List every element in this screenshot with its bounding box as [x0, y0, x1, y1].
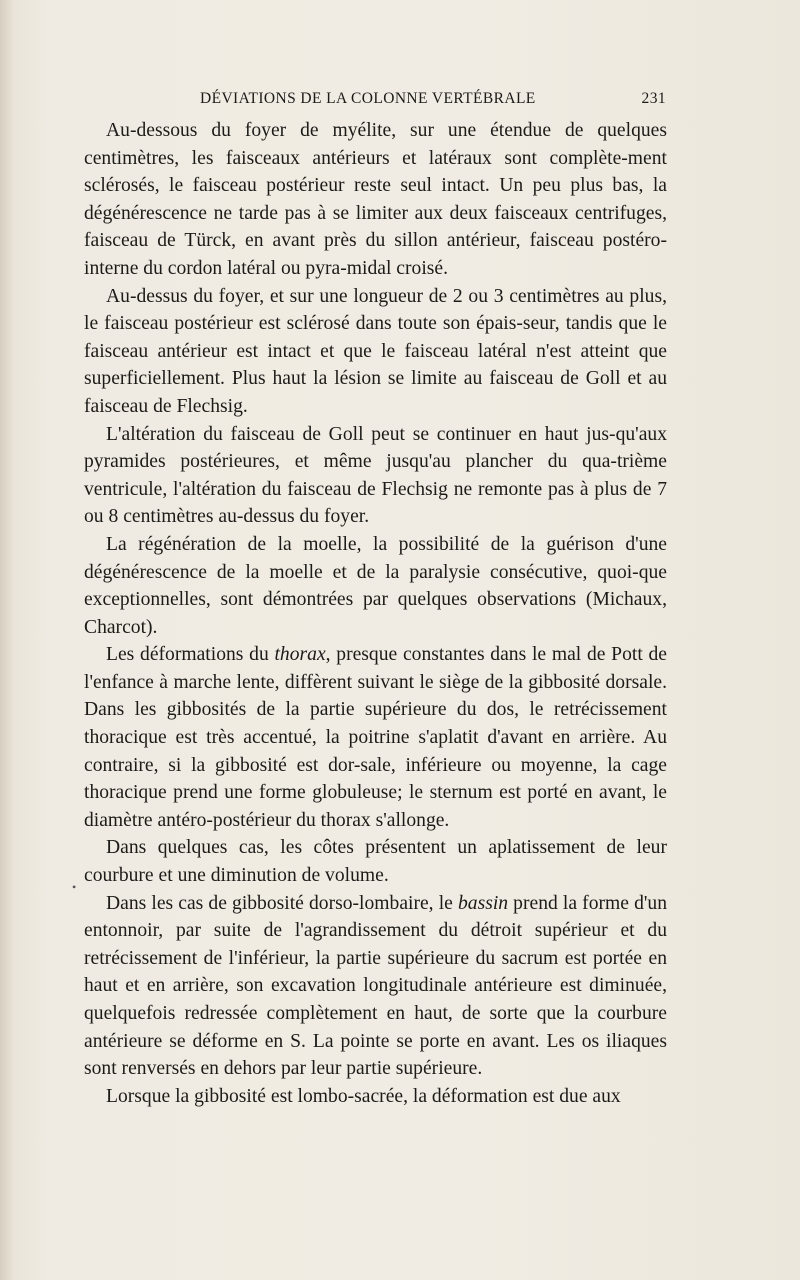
term-thorax: thorax	[274, 644, 326, 666]
paragraph-3: L'altération du faisceau de Goll peut se continuer en haut jus-qu'aux pyramides postérieures, et même jusqu'au plancher du qua-trième ventricule, l'altération du faisceau de Flechsig ne remonte pas à plus de 7 ou 8 centimètres au-dessus du foyer.	[84, 423, 667, 528]
paragraph-4: La régénération de la moelle, la possibilité de la guérison d'une dégénérescence de la moelle et de la paralysie consécutive, quoi-que exceptionnelles, sont démontrées par quelques observations (Michaux, Charcot).	[84, 533, 667, 638]
running-title: DÉVIATIONS DE LA COLONNE VERTÉBRALE	[200, 90, 536, 107]
paragraph-1: Au-dessous du foyer de myélite, sur une étendue de quelques centimètres, les faisceaux antérieurs et latéraux sont complète-ment sclérosés, le faisceau postérieur reste seul intact. Un peu plus bas, la dégénérescence ne tarde pas à se limiter aux deux faisceaux centrifuges, faisceau de Türck, en avant près du sillon antérieur, faisceau postéro-interne du cordon latéral ou pyra-midal croisé.	[84, 120, 667, 279]
page-number: 231	[641, 90, 666, 107]
term-bassin: bassin	[457, 892, 509, 914]
paragraph-5-rest: , presque constantes dans le mal de Pott de l'enfance à marche lente, diffèrent suivant le siège de la gibbosité dorsale. Dans les gibbosités de la partie supérieure du dos, le retrécissement thoracique est très accentué, la poitrine s'aplatit d'avant en arrière. Au contraire, si la gibbosité est dor-sale, inférieure ou moyenne, la cage thoracique prend une forme globuleuse; le sternum est porté en avant, le diamètre antéro-postérieur du thorax s'allonge.	[84, 644, 667, 831]
body-text	[84, 117, 667, 1110]
page-header	[200, 88, 666, 112]
paragraph-5-start: Les déformations du	[106, 644, 275, 666]
paragraph-7-start: Dans les cas de gibbosité dorso-lombaire, le	[106, 892, 458, 914]
paragraph-8: Lorsque la gibbosité est lombo-sacrée, la déformation est due aux	[106, 1085, 621, 1107]
page-gutter-shadow	[0, 0, 14, 1280]
paragraph-5	[84, 641, 667, 834]
paragraph-7	[84, 890, 667, 1083]
paragraph-7-rest: prend la forme d'un entonnoir, par suite de l'agrandissement du détroit supérieur et du retrécissement de l'inférieur, la partie supérieure du sacrum est portée en haut et en arrière, son excavation longitudinale antérieure est diminuée, quelquefois redressée complètement en haut, de sorte que la courbure antérieure se déforme en S. La pointe se porte en avant. Les os iliaques sont renversés en dehors par leur partie supérieure.	[84, 892, 667, 1080]
paragraph-2: Au-dessus du foyer, et sur une longueur de 2 ou 3 centimètres au plus, le faisceau postérieur est sclérosé dans toute son épais-seur, tandis que le faisceau antérieur est intact et que le faisceau latéral n'est atteint que superficiellement. Plus haut la lésion se limite au faisceau de Goll et au faisceau de Flechsig.	[84, 285, 667, 417]
margin-mark: •	[72, 880, 77, 894]
paragraph-6: Dans quelques cas, les côtes présentent un aplatissement de leur courbure et une diminution de volume.	[84, 837, 667, 887]
